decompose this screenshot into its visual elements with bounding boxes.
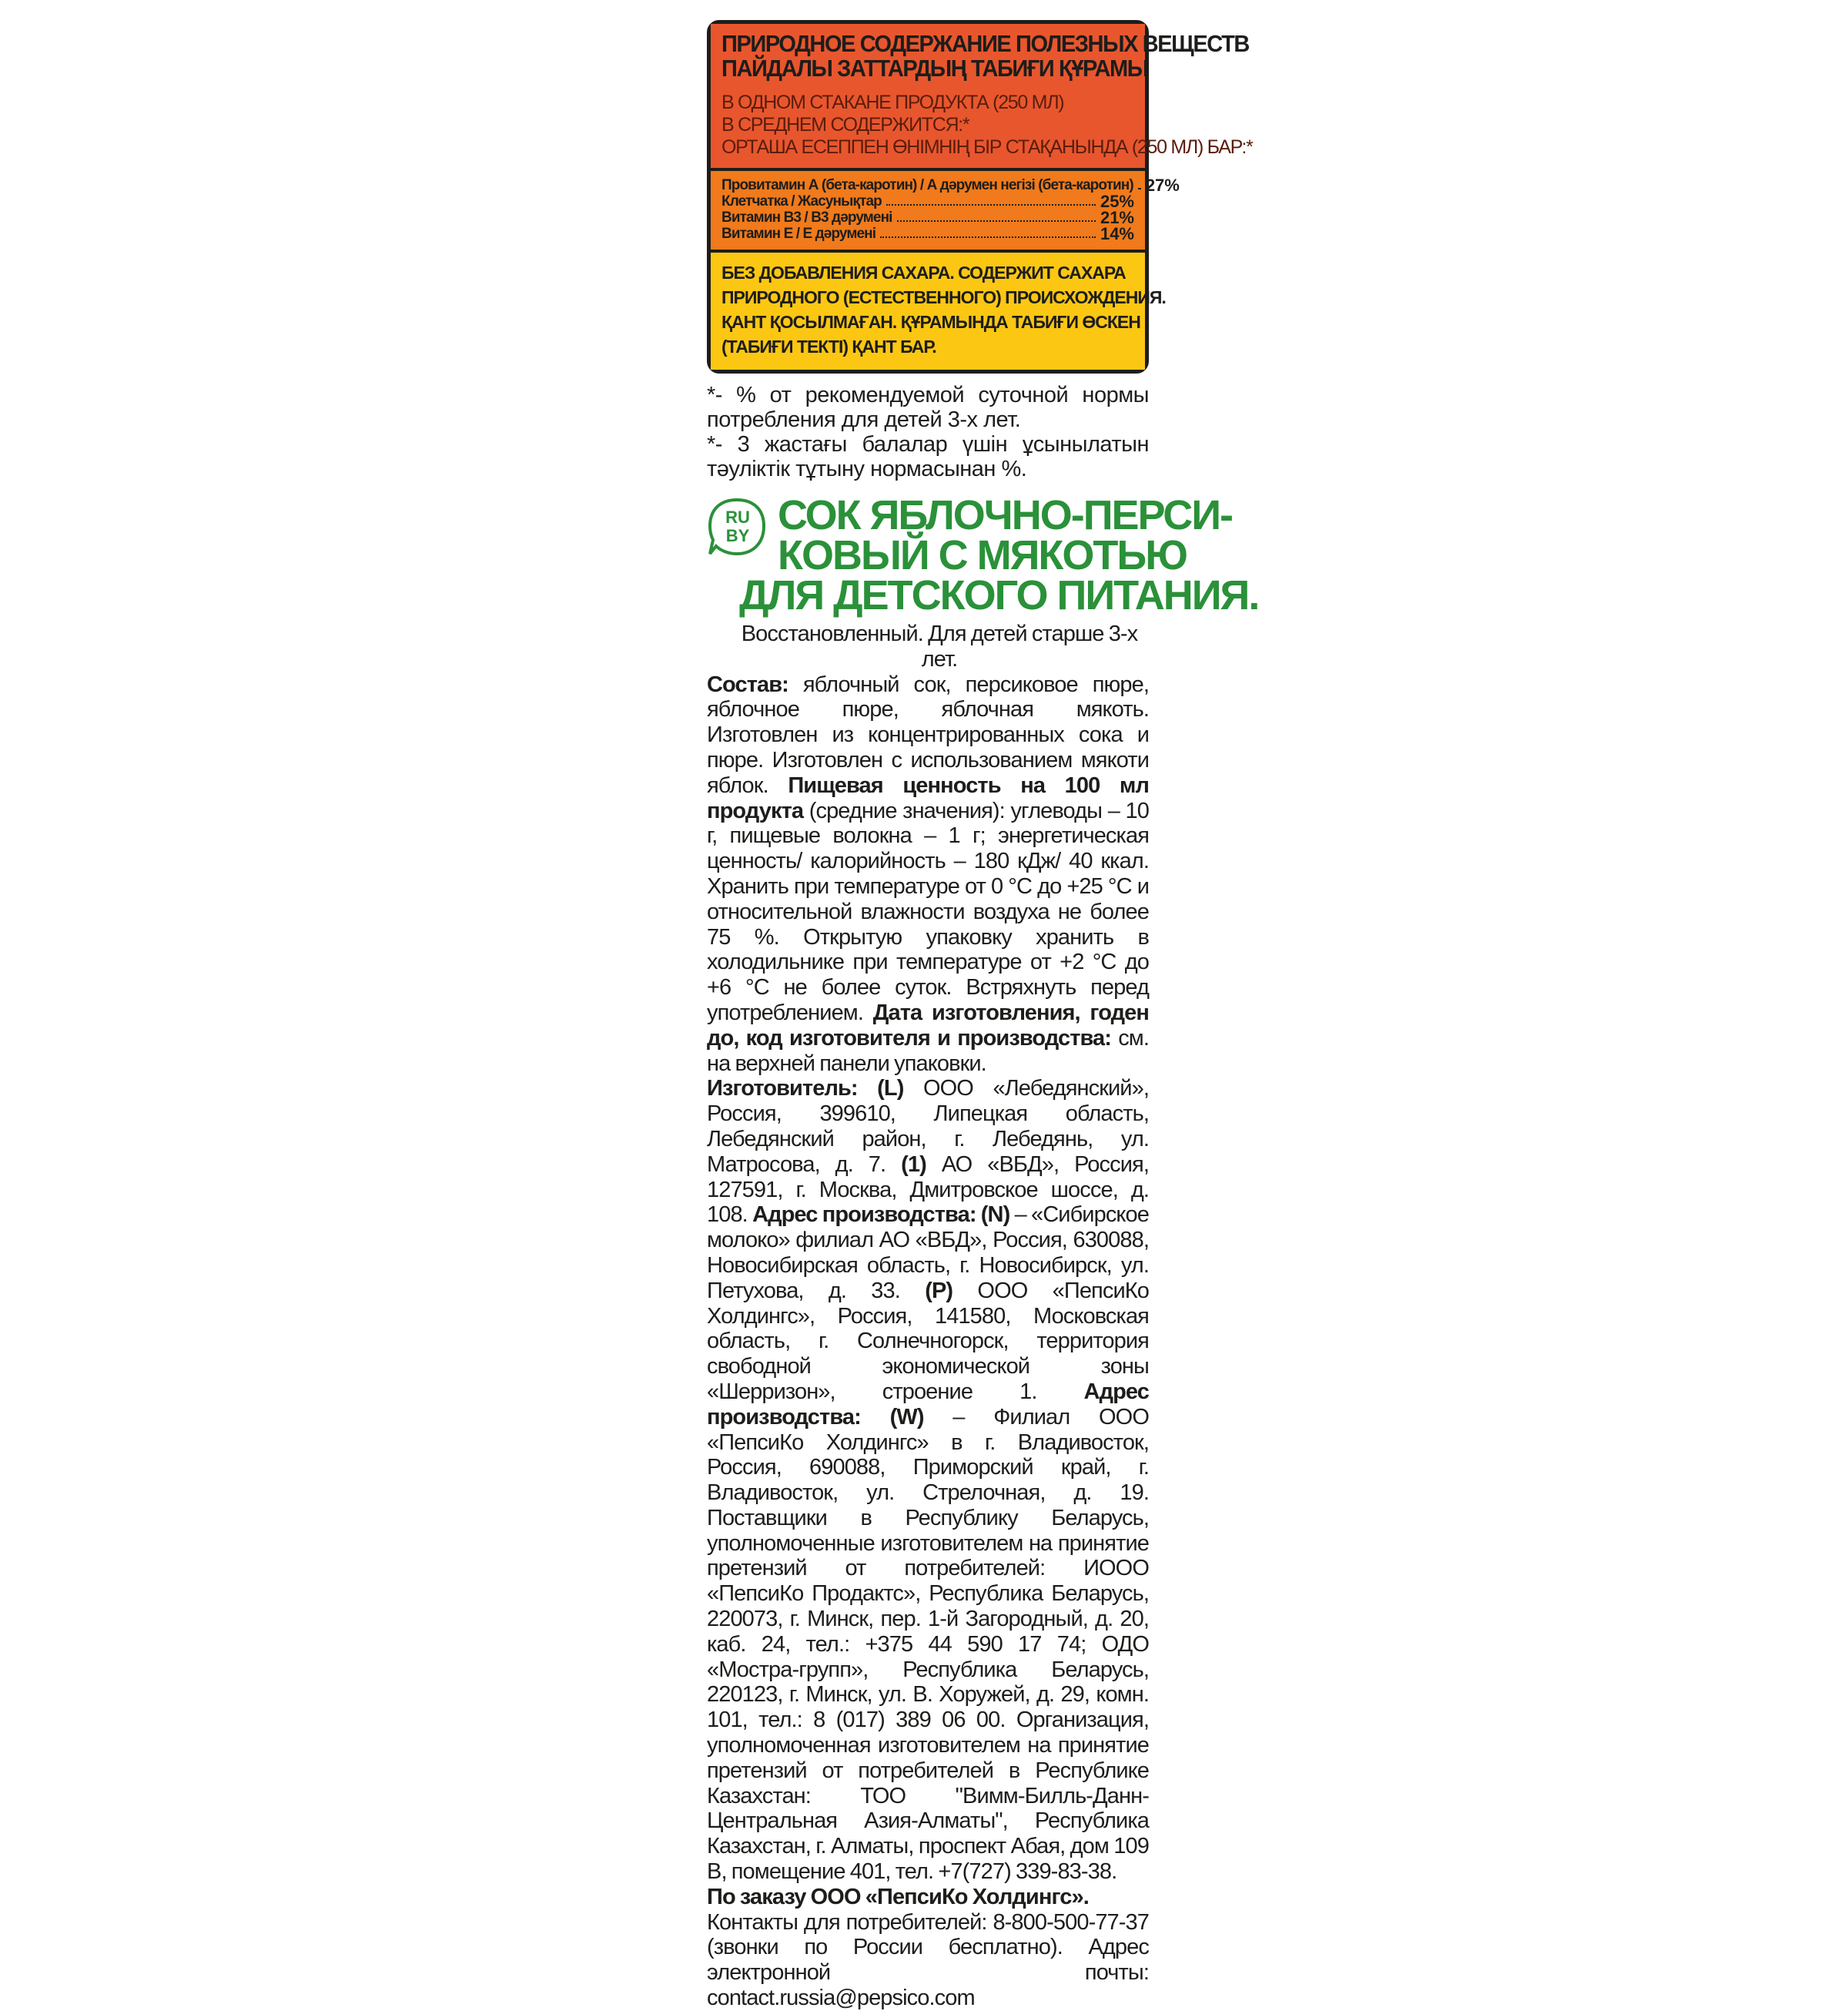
maker-label: Изготовитель: (L) — [707, 1076, 904, 1101]
address-text: ООО «ПепсиКо Холдингс», Россия, 141580, Московская область, г. Солнечногорск, территория свободной экономической зоны «Шерризон», строение 1. — [707, 1278, 1149, 1404]
order-line: По заказу ООО «ПепсиКо Холдингс». — [707, 1884, 1089, 1909]
nutrient-label: Провитамин А (бета-каротин) / А дәрумен негізі (бета-каротин) — [721, 177, 1133, 193]
intro-line: В СРЕДНЕМ СОДЕРЖИТСЯ:* — [721, 114, 969, 136]
nutrition-label: Пищевая ценность на 100 мл продукта — [707, 773, 1150, 823]
nutrition-text: (средние значения): углеводы – 10 г, пищевые волокна – 1 г; энергетическая ценность/ калорийность – 180 кДж/ 40 ккал. Хранить при температуре от 0 °С до +25 °С и относительной влажности воздуха не более 75 %. Открытую упаковку хранить в холодильнике при температуре от +2 °С до +6 °С не более суток. Встряхнуть перед употреблением. — [707, 798, 1149, 1025]
nutrient-value: 21% — [1100, 208, 1134, 227]
nutrient-label: Витамин Е / Е дәрумені — [721, 226, 876, 242]
nutrient-row — [721, 176, 1180, 195]
address-label: Адрес производства: (N) — [752, 1202, 1010, 1228]
panel-intro — [721, 92, 1253, 159]
product-heading — [707, 492, 1259, 618]
nutrient-label: Витамин В3 / В3 дәрумені — [721, 209, 892, 226]
manufacturer-paragraph — [707, 1076, 1149, 1885]
product-description — [707, 622, 1149, 2011]
contacts: Контакты для потребителей: 8-800-500-77-37 (звонки по России бесплатно). Адрес электронной почты: contact.russia@pepsico.com — [707, 1909, 1149, 2011]
footnote-ru: *- % от рекомендуемой суточной нормы потребления для детей 3-х лет. — [707, 383, 1149, 432]
date-label: Дата изготовления, годен до, код изготовителя и производства: — [707, 1000, 1149, 1051]
panel-header — [711, 24, 1253, 168]
nutrient-value: 25% — [1100, 192, 1134, 211]
composition-paragraph — [707, 672, 1149, 1077]
date-text: см. на верхней панели упаковки. — [707, 1025, 1149, 1076]
nutrient-row — [721, 193, 1134, 209]
nutrient-label: Клетчатка / Жасунықтар — [721, 193, 882, 209]
sugar-note — [711, 250, 1166, 370]
sugar-line: ПРИРОДНОГО (ЕСТЕСТВЕННОГО) ПРОИСХОЖДЕНИЯ. — [721, 287, 1166, 307]
panel-title-kz: ПАЙДАЛЫ ЗАТТАРДЫҢ ТАБИҒИ ҚҰРАМЫ — [721, 56, 1148, 82]
footnote-kz: *- 3 жастағы балалар үшін ұсынылатын тәуліктік тұтыну нормасынан %. — [707, 432, 1149, 481]
title-line: СОК ЯБЛОЧНО-ПЕРСИ- — [778, 492, 1233, 538]
product-title — [739, 492, 1259, 618]
dot-leader — [886, 204, 1096, 206]
badge-bottom-text: BY — [725, 526, 750, 545]
maker-code: (1) — [901, 1151, 926, 1177]
panel-title-ru: ПРИРОДНОЕ СОДЕРЖАНИЕ ПОЛЕЗНЫХ ВЕЩЕСТВ — [721, 32, 1249, 58]
nutrient-rows — [711, 168, 1180, 250]
sugar-line: (ТАБИҒИ ТЕКТІ) ҚАНТ БАР. — [721, 337, 936, 357]
address-text: – «Сибирское молоко» филиал АО «ВБД», Россия, 630088, Новосибирская область, г. Новосибирск, ул. Петухова, д. 33. — [707, 1202, 1149, 1303]
nutrient-value: 14% — [1100, 224, 1134, 243]
title-line: ДЛЯ ДЕТСКОГО ПИТАНИЯ. — [739, 572, 1259, 618]
ru-by-badge-icon — [707, 497, 767, 557]
composition-text: яблочный сок, персиковое пюре, яблочное пюре, яблочная мякоть. Изготовлен из концентрированных сока и пюре. Изготовлен с использованием мякоти яблок. — [707, 672, 1149, 798]
address-text: – Филиал ООО «ПепсиКо Холдингс» в г. Владивосток, Россия, 690088, Приморский край, г. Владивосток, ул. Стрелочная, д. 19. Поставщики в Республику Беларусь, уполномоченные изготовителем на принятие претензий от потребителей: ИООО «ПепсиКо Продактс», Республика Беларусь, 220073, г. Минск, пер. 1-й Загородный, д. 20, каб. 24, тел.: +375 44 590 17 74; ОДО «Мостра-групп», Республика Беларусь, 220123, г. Минск, ул. В. Хоружей, д. 29, комн. 101, тел.: 8 (017) 389 06 00. Организация, уполномоченная изготовителем на принятие претензий от потребителей в Республике Казахстан: ТОО "Вимм-Билль-Данн-Центральная Азия-Алматы", Республика Казахстан, г. Алматы, проспект Абая, дом 109 В, помещение 401, тел. +7(727) 339-83-38. — [707, 1404, 1149, 1885]
intro-line: В ОДНОМ СТАКАНЕ ПРОДУКТА (250 МЛ) — [721, 92, 1064, 113]
nutrient-row — [721, 209, 1134, 226]
nutrient-value: 27% — [1145, 176, 1180, 195]
intro-line: ОРТАША ЕСЕППЕН ӨНІМНІҢ БІР СТАҚАНЫНДА (250 МЛ) БАР:* — [721, 136, 1253, 158]
maker-text: АО «ВБД», Россия, 127591, г. Москва, Дмитровское шоссе, д. 108. — [707, 1151, 1149, 1228]
nutrient-row — [721, 226, 1134, 242]
badge-top-text: RU — [725, 508, 750, 527]
sugar-line: ҚАНТ ҚОСЫЛМАҒАН. ҚҰРАМЫНДА ТАБИҒИ ӨСКЕН — [721, 312, 1140, 332]
address-label: Адрес производства: (W) — [707, 1379, 1149, 1429]
dot-leader — [897, 220, 1096, 222]
address-code: (P) — [925, 1278, 953, 1303]
composition-label: Состав: — [707, 672, 788, 697]
dot-leader — [1138, 188, 1141, 189]
label-strip — [707, 20, 1259, 2011]
title-line: КОВЫЙ С МЯКОТЬЮ — [778, 532, 1187, 578]
sugar-line: БЕЗ ДОБАВЛЕНИЯ САХАРА. СОДЕРЖИТ САХАРА — [721, 263, 1126, 283]
footnotes — [707, 383, 1149, 481]
nutrient-panel — [707, 20, 1253, 374]
dot-leader — [880, 236, 1096, 238]
maker-text: ООО «Лебедянский», Россия, 399610, Липецкая область, Лебедянский район, г. Лебедянь, ул. Матросова, д. 7. — [707, 1076, 1149, 1177]
subtitle: Восстановленный. Для детей старше 3-х лет. — [741, 622, 1138, 672]
